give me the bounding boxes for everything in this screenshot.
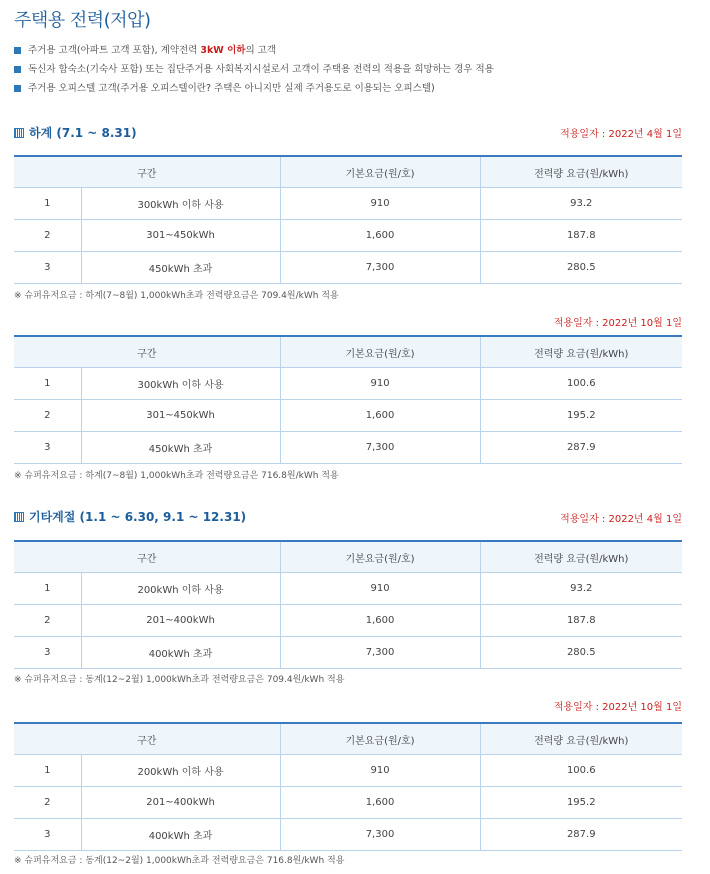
eligibility-item [14, 82, 694, 101]
effective-date: 적용일자 : 2022년 10월 1일 [553, 318, 682, 329]
bullet-square-icon [14, 47, 21, 54]
column-header-base-fee: 기본요금(원/호) [280, 336, 480, 368]
energy-rate: 93.2 [480, 573, 682, 605]
table-row [14, 787, 682, 819]
tier-range: 200kWh 이하 사용 [81, 573, 280, 605]
column-header-tier: 구간 [14, 156, 280, 188]
table-header-row [14, 541, 682, 573]
energy-rate: 195.2 [480, 400, 682, 432]
tier-range: 400kWh 초과 [81, 637, 280, 669]
tier-number: 1 [14, 188, 81, 220]
tier-number: 3 [14, 819, 81, 851]
energy-rate: 195.2 [480, 787, 682, 819]
base-fee: 1,600 [280, 220, 480, 252]
table-row [14, 432, 682, 464]
tier-number: 3 [14, 637, 81, 669]
column-header-base-fee: 기본요금(원/호) [280, 156, 480, 188]
tier-number: 1 [14, 755, 81, 787]
base-fee: 1,600 [280, 400, 480, 432]
eligibility-text: 독신자 합숙소(기숙사 포함) 또는 집단주거용 사회복지시설로서 고객이 주택용 전력의 적용을 희망하는 경우 적용 [28, 64, 494, 75]
section-square-icon [14, 512, 24, 522]
tier-range: 301~450kWh [81, 400, 280, 432]
tier-range: 300kWh 이하 사용 [81, 188, 280, 220]
energy-rate: 280.5 [480, 637, 682, 669]
table-row [14, 605, 682, 637]
table-row [14, 368, 682, 400]
rate-table-summer-2022-04 [14, 155, 682, 284]
base-fee: 910 [280, 755, 480, 787]
table-row [14, 400, 682, 432]
column-header-tier: 구간 [14, 541, 280, 573]
tier-range: 450kWh 초과 [81, 252, 280, 284]
rate-table-other-2022-04 [14, 540, 682, 669]
table-row [14, 755, 682, 787]
effective-date: 적용일자 : 2022년 4월 1일 [560, 129, 682, 140]
energy-rate: 93.2 [480, 188, 682, 220]
base-fee: 910 [280, 368, 480, 400]
tier-range: 450kWh 초과 [81, 432, 280, 464]
base-fee: 7,300 [280, 432, 480, 464]
tier-number: 2 [14, 220, 81, 252]
column-header-energy-rate: 전력량 요금(원/kWh) [480, 336, 682, 368]
base-fee: 1,600 [280, 787, 480, 819]
tier-number: 1 [14, 573, 81, 605]
super-user-note: ※ 슈퍼유저요금 : 동계(12~2월) 1,000kWh초과 전력량요금은 709.4원/kWh 적용 [14, 675, 345, 685]
tier-number: 1 [14, 368, 81, 400]
table-row [14, 573, 682, 605]
table-header-row [14, 156, 682, 188]
column-header-energy-rate: 전력량 요금(원/kWh) [480, 156, 682, 188]
tier-range: 400kWh 초과 [81, 819, 280, 851]
eligibility-text-end: 의 고객 [245, 45, 277, 56]
eligibility-list [14, 44, 694, 101]
table-header-row [14, 336, 682, 368]
table-header-row [14, 723, 682, 755]
base-fee: 910 [280, 188, 480, 220]
eligibility-item [14, 63, 694, 82]
eligibility-item [14, 44, 694, 63]
energy-rate: 100.6 [480, 755, 682, 787]
super-user-note: ※ 슈퍼유저요금 : 하계(7~8월) 1,000kWh초과 전력량요금은 709.4원/kWh 적용 [14, 291, 339, 301]
base-fee: 1,600 [280, 605, 480, 637]
rate-table-other-2022-10 [14, 722, 682, 851]
super-user-note: ※ 슈퍼유저요금 : 하계(7~8월) 1,000kWh초과 전력량요금은 716.8원/kWh 적용 [14, 471, 339, 481]
tier-range: 300kWh 이하 사용 [81, 368, 280, 400]
energy-rate: 187.8 [480, 605, 682, 637]
energy-rate: 280.5 [480, 252, 682, 284]
column-header-base-fee: 기본요금(원/호) [280, 723, 480, 755]
tier-number: 3 [14, 432, 81, 464]
energy-rate: 287.9 [480, 819, 682, 851]
page-title: 주택용 전력(저압) [14, 10, 151, 31]
section-title: 기타계절 (1.1 ~ 6.30, 9.1 ~ 12.31) [29, 510, 247, 524]
eligibility-text: 주거용 고객(아파트 고객 포함), 계약전력 [28, 45, 201, 56]
column-header-tier: 구간 [14, 723, 280, 755]
tier-range: 301~450kWh [81, 220, 280, 252]
table-row [14, 220, 682, 252]
bullet-square-icon [14, 66, 21, 73]
tier-range: 201~400kWh [81, 787, 280, 819]
table-row [14, 819, 682, 851]
column-header-energy-rate: 전력량 요금(원/kWh) [480, 723, 682, 755]
eligibility-text: 주거용 오피스텔 고객(주거용 오피스텔이란? 주택은 아니지만 실제 주거용도로 이용되는 오피스텔) [28, 83, 435, 94]
tier-number: 3 [14, 252, 81, 284]
eligibility-highlight: 3kW 이하 [200, 45, 246, 56]
column-header-tier: 구간 [14, 336, 280, 368]
column-header-base-fee: 기본요금(원/호) [280, 541, 480, 573]
base-fee: 910 [280, 573, 480, 605]
tier-range: 200kWh 이하 사용 [81, 755, 280, 787]
tier-number: 2 [14, 605, 81, 637]
energy-rate: 100.6 [480, 368, 682, 400]
energy-rate: 187.8 [480, 220, 682, 252]
tier-number: 2 [14, 400, 81, 432]
table-row [14, 637, 682, 669]
tier-number: 2 [14, 787, 81, 819]
effective-date: 적용일자 : 2022년 4월 1일 [560, 514, 682, 525]
section-title: 하계 (7.1 ~ 8.31) [29, 126, 137, 140]
tier-range: 201~400kWh [81, 605, 280, 637]
energy-rate: 287.9 [480, 432, 682, 464]
effective-date: 적용일자 : 2022년 10월 1일 [553, 702, 682, 713]
super-user-note: ※ 슈퍼유저요금 : 동계(12~2월) 1,000kWh초과 전력량요금은 716.8원/kWh 적용 [14, 856, 345, 866]
column-header-energy-rate: 전력량 요금(원/kWh) [480, 541, 682, 573]
base-fee: 7,300 [280, 637, 480, 669]
bullet-square-icon [14, 85, 21, 92]
table-row [14, 188, 682, 220]
table-row [14, 252, 682, 284]
rate-table-summer-2022-10 [14, 335, 682, 464]
base-fee: 7,300 [280, 252, 480, 284]
base-fee: 7,300 [280, 819, 480, 851]
section-square-icon [14, 128, 24, 138]
